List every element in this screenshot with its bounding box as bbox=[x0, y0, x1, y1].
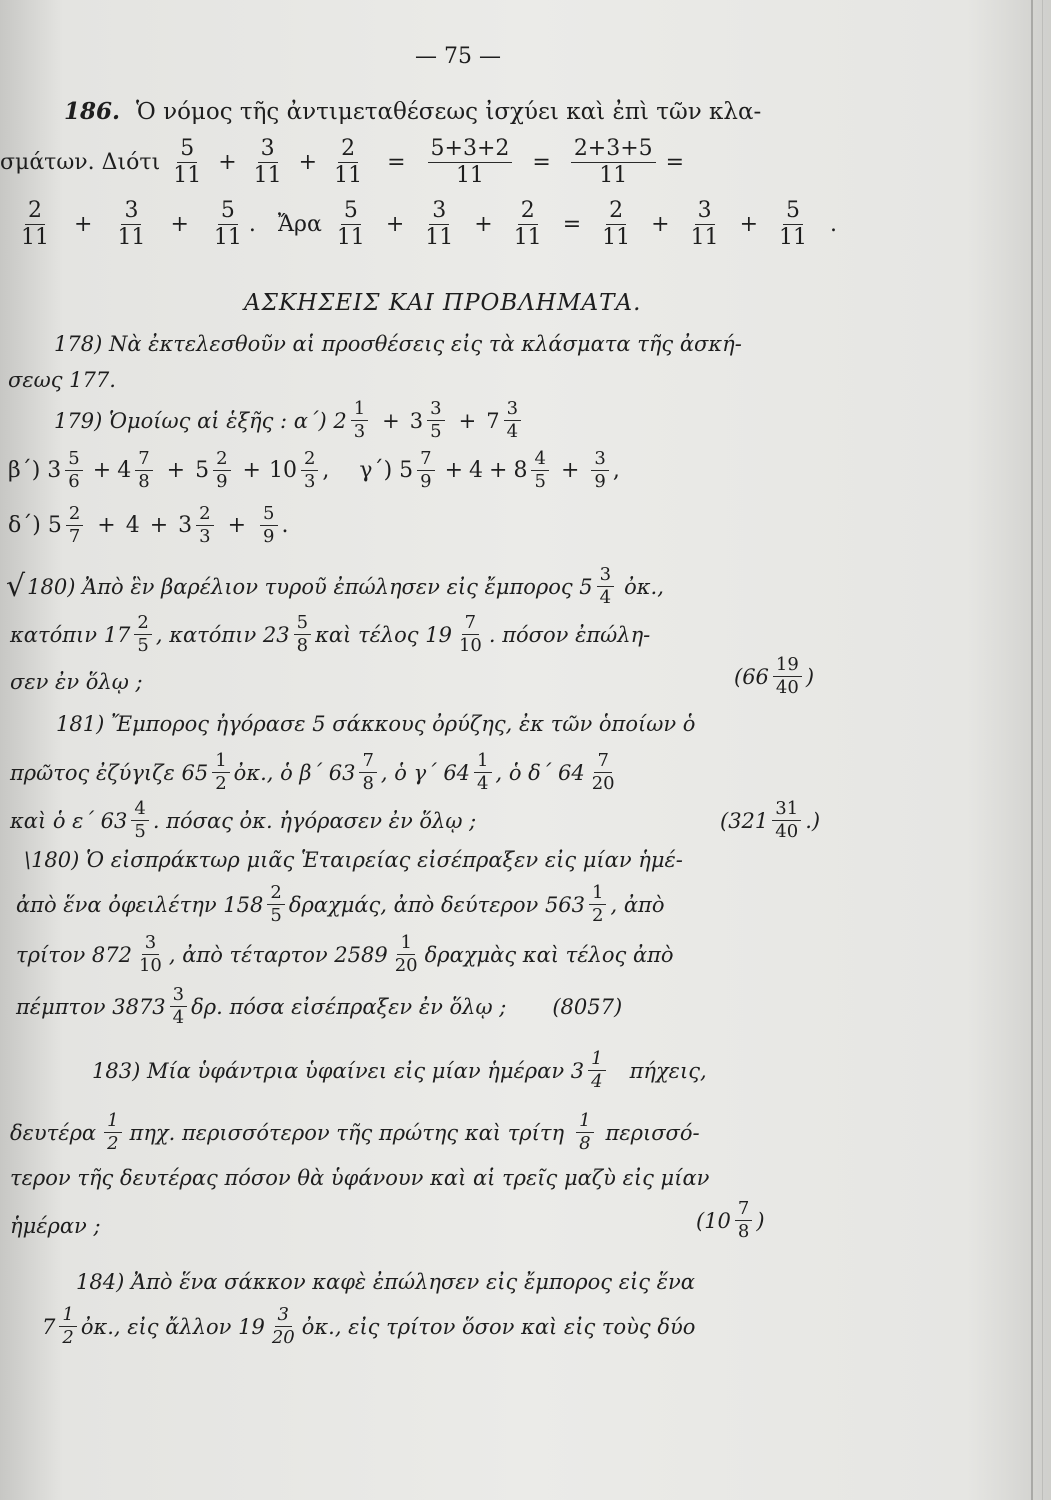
fraction: 3 4 bbox=[170, 986, 187, 1027]
paragraph-186-line2: σμάτων. Διότι 5 11 + $\frac{3}{11}$ + $\frac{2}{11}$ = $\frac{5+3+2}{11}$ = $\frac{2+3+5}{11}$ = bbox=[0, 136, 685, 188]
fraction: $\frac{2}{11}$ bbox=[334, 136, 363, 188]
exercise-181-line3: καὶ ὁ ε΄ 63 4 5 . πόσας ὀκ. ἠγόρασεν ἐν ὅλῳ ; bbox=[10, 798, 477, 842]
fraction: 5 11 bbox=[336, 198, 365, 250]
fraction: 1 2 bbox=[589, 884, 606, 925]
fraction: $\frac{5}{11}$ bbox=[213, 198, 242, 250]
fraction: $\frac{3}{11}$ bbox=[425, 198, 454, 250]
fraction: $\frac{5}{11}$ bbox=[779, 198, 807, 250]
fraction: 5 11 bbox=[173, 136, 202, 188]
exercise-183-answer: (10 7 8 ) bbox=[696, 1198, 765, 1242]
fraction: 2 5 bbox=[267, 884, 284, 925]
fraction: 31 40 bbox=[772, 800, 801, 841]
paragraph-186-line1: 186. Ὁ νόμος τῆς ἀντιμεταθέσεως ἰσχύει καὶ ἐπὶ τῶν κλα- bbox=[64, 98, 762, 125]
fraction: $\frac{3}{11}$ bbox=[117, 198, 146, 250]
exercise-184-line1: 184) Ἀπὸ ἕνα σάκκον καφὲ ἐπώλησεν εἰς ἔμπορος εἰς ἕνα bbox=[76, 1270, 695, 1294]
exercise-182-line3: τρίτον 872 3 10 , ἀπὸ τέταρτον 2589 1 20 δραχμὰς καὶ τέλος ἀπὸ bbox=[16, 932, 674, 976]
exercise-183-line1: 183) Μία ὑφάντρια ὑφαίνει εἰς μίαν ἡμέραν 3 1 4 πήχεις, bbox=[92, 1048, 707, 1092]
fraction: 1 4 bbox=[588, 1050, 605, 1091]
fraction: 19 40 bbox=[773, 656, 802, 697]
fraction: 1 8 bbox=[576, 1112, 593, 1153]
fraction: 7 8 bbox=[135, 450, 152, 491]
fraction: $\frac{3}{9}$ bbox=[591, 450, 608, 491]
page-edge bbox=[1031, 0, 1033, 1500]
exercise-180-line3: σεν ἐν ὅλῳ ; bbox=[10, 670, 143, 694]
page-number: — 75 — bbox=[415, 44, 501, 69]
exercise-180-line1: √ 180) Ἀπὸ ἓν βαρέλιον τυροῦ ἐπώλησεν εἰς ἔμπορος 5 3 4 ὀκ., bbox=[6, 564, 664, 608]
fraction: $\frac{2}{11}$ bbox=[602, 198, 631, 250]
fraction: 1 20 bbox=[394, 932, 418, 976]
answer: (8057) bbox=[552, 994, 623, 1019]
fraction: 3 10 bbox=[138, 932, 162, 976]
fraction: 1 3 bbox=[351, 400, 368, 441]
exercise-178-line1: 178) Νὰ ἐκτελεσθοῦν αἱ προσθέσεις εἰς τὰ κλάσματα τῆς ἀσκή- bbox=[54, 332, 742, 356]
fraction: 1 2 bbox=[212, 752, 229, 793]
exercise-179-line3: δ΄) 5 2 7 + 4 + 3 2 3 + $\frac{5}{9}$ . bbox=[8, 503, 289, 547]
exercise-180-answer: (66 19 40 ) bbox=[734, 654, 815, 698]
fraction: 2 9 bbox=[213, 450, 230, 491]
exercise-182-line2: ἀπὸ ἕνα ὀφειλέτην 158 2 5 δραχμάς, ἀπὸ δεύτερον 563 1 2 , ἀπὸ bbox=[16, 882, 665, 926]
exercise-180-line2: κατόπιν 17 2 5 , κατόπιν 23 5 8 καὶ τέλος 19 7 10 . πόσον ἐπώλη- bbox=[10, 612, 651, 656]
exercise-183-line2: δευτέρα 1 2 πηχ. περισσότερον τῆς πρώτης καὶ τρίτη 1 8 περισσό- bbox=[10, 1110, 700, 1154]
exercise-182-line4: πέμπτον 3873 3 4 δρ. πόσα εἰσέπραξεν ἐν ὅλῳ ; (8057) bbox=[16, 984, 623, 1028]
fraction: 7 9 bbox=[417, 450, 434, 491]
exercise-179-line1: 179) Ὁμοίως αἱ ἑξῆς : α΄) 2 1 3 + 3 3 5 + 7 3 4 bbox=[54, 400, 525, 441]
exercise-183-line4: ἡμέραν ; bbox=[10, 1214, 101, 1238]
paragraph-186-line3: 2 11 + $\frac{3}{11}$ + $\frac{5}{11}$ . Ἄρα 5 11 + $\frac{3}{11}$ + $\frac{2}{11}$ = $\frac{2}{11}$ + $\frac{3}{11}$ + $\frac{5}{11}$ . bbox=[14, 200, 837, 249]
exercise-181-line1: 181) Ἔμπορος ἠγόρασε 5 σάκκους ὀρύζης, ἐκ τῶν ὁποίων ὁ bbox=[56, 712, 696, 736]
fraction: 5 6 bbox=[65, 450, 82, 491]
exercise-181-line2: πρῶτος ἐζύγιζε 65 1 2 ὀκ., ὁ β΄ 63 7 8 , ὁ γ΄ 64 1 4 , ὁ δ΄ 64 7 20 bbox=[10, 752, 622, 793]
exercise-184-line2: 7 1 2 ὀκ., εἰς ἄλλον 19 3 20 ὀκ., εἰς τρίτον ὅσον καὶ εἰς τοὺς δύο bbox=[42, 1304, 696, 1348]
fraction: 3 4 bbox=[597, 566, 614, 607]
fraction: 1 2 bbox=[104, 1112, 121, 1153]
fraction: 2 5 bbox=[134, 614, 151, 655]
fraction: 7 20 bbox=[591, 750, 615, 794]
check-mark: √ bbox=[6, 569, 26, 604]
exercise-181-answer: (321 31 40 .) bbox=[720, 798, 821, 842]
fraction: 3 4 bbox=[504, 400, 521, 441]
fraction: 1 2 bbox=[59, 1306, 76, 1347]
exercise-182-line1: \180) Ὁ εἰσπράκτωρ μιᾶς Ἑταιρείας εἰσέπραξεν εἰς μίαν ἡμέ- bbox=[24, 848, 683, 872]
exercise-179-line2: β΄) 3 5 6 + 4 7 8 + 5 2 9 + 10 2 3 , γ΄) 5 7 9 + 4 + 8 4 5 + $\frac{3}{9}$ , bbox=[8, 448, 620, 492]
fraction: $\frac{3}{11}$ bbox=[253, 136, 282, 188]
fraction: $\frac{5}{9}$ bbox=[260, 505, 277, 546]
fraction: 7 10 bbox=[458, 612, 482, 656]
section-heading: ΑΣΚΗΣΕΙΣ ΚΑΙ ΠΡΟΒΛΗΜΑΤΑ. bbox=[244, 290, 642, 316]
page-edge bbox=[1042, 0, 1043, 1500]
fraction: 2 7 bbox=[66, 505, 83, 546]
exercise-183-line3: τερον τῆς δευτέρας πόσον θὰ ὑφάνουν καὶ αἱ τρεῖς μαζὺ εἰς μίαν bbox=[10, 1166, 710, 1190]
fraction: 2 3 bbox=[301, 450, 318, 491]
item-number: 186. bbox=[64, 98, 121, 125]
fraction: 7 8 bbox=[359, 752, 376, 793]
fraction: 5 8 bbox=[294, 614, 311, 655]
fraction: 1 4 bbox=[474, 752, 491, 793]
fraction: $\frac{2}{11}$ bbox=[513, 198, 542, 250]
exercise-178-line2: σεως 177. bbox=[8, 368, 116, 392]
fraction: 3 5 bbox=[427, 400, 444, 441]
fraction: 3 20 bbox=[271, 1304, 295, 1348]
fraction: $\frac{2+3+5}{11}$ bbox=[571, 138, 656, 187]
fraction: 4 5 bbox=[531, 450, 548, 491]
fraction: 2 11 bbox=[21, 198, 49, 250]
fraction: 4 5 bbox=[131, 800, 148, 841]
fraction: $\frac{3}{11}$ bbox=[690, 198, 719, 250]
fraction: 7 8 bbox=[735, 1200, 752, 1241]
fraction: 2 3 bbox=[196, 505, 213, 546]
fraction: $\frac{5+3+2}{11}$ bbox=[428, 138, 513, 187]
